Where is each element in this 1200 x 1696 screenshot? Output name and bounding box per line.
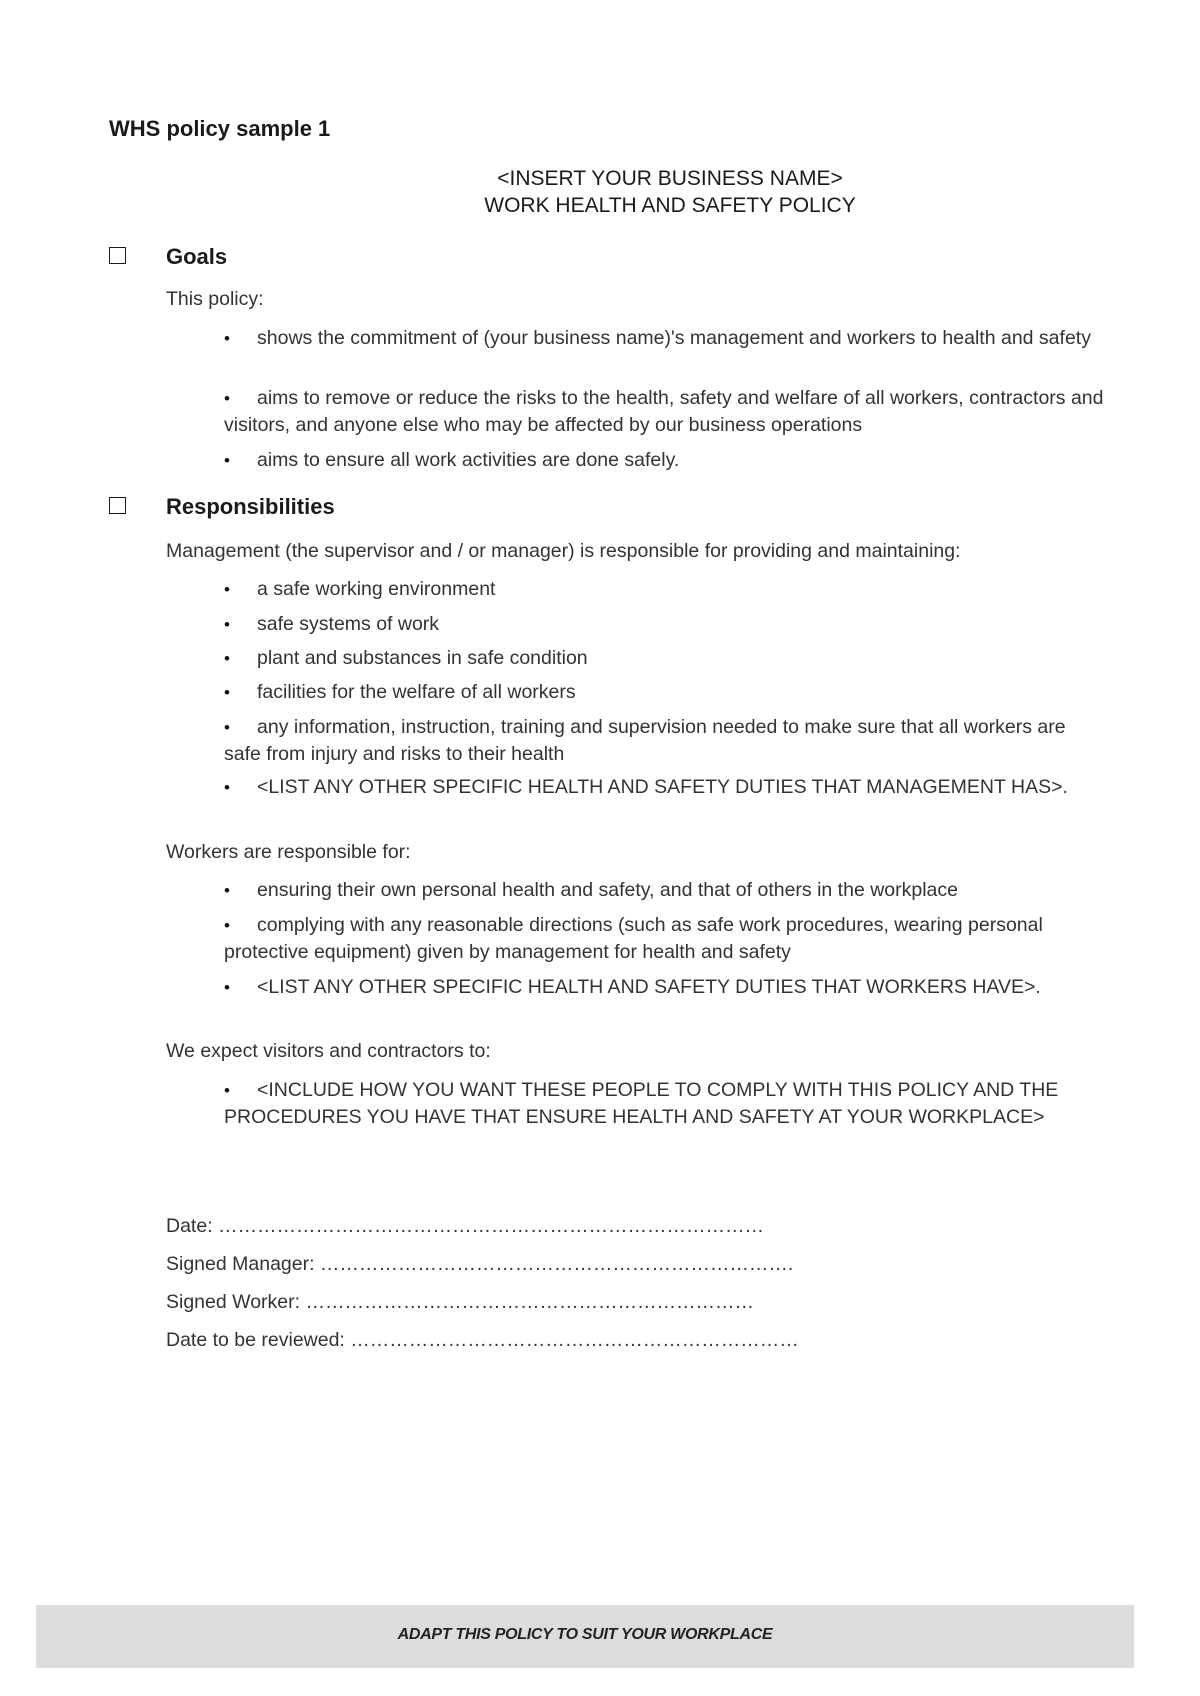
goals-bullet-2	[224, 385, 1104, 438]
signed-worker-field[interactable]: Signed Worker: ……………………………………………………………	[166, 1291, 754, 1313]
management-bullet-4	[224, 679, 1104, 706]
bullet-icon: •	[224, 1081, 230, 1100]
management-bullet-text: facilities for the welfare of all workers	[257, 681, 576, 703]
management-bullet-5	[224, 714, 1104, 767]
goals-bullet-1	[224, 325, 1104, 352]
policy-title-heading: WORK HEALTH AND SAFETY POLICY	[484, 194, 856, 217]
bullet-icon: •	[224, 649, 230, 668]
bullet-icon: •	[224, 329, 230, 348]
management-bullet-2	[224, 611, 1104, 638]
bullet-icon: •	[224, 916, 230, 935]
management-bullet-text: plant and substances in safe condition	[257, 647, 588, 669]
visitors-bullet-1	[224, 1077, 1104, 1130]
goals-title: Goals	[166, 244, 228, 269]
goals-bullet-3	[224, 447, 1104, 474]
workers-bullet-2	[224, 912, 1104, 965]
workers-bullet-1	[224, 877, 1104, 904]
bullet-icon: •	[224, 778, 230, 797]
goals-bullet-text: aims to ensure all work activities are done safely.	[257, 449, 680, 471]
management-bullet-3	[224, 645, 1104, 672]
business-name-heading: <INSERT YOUR BUSINESS NAME>	[497, 167, 843, 190]
responsibilities-title: Responsibilities	[166, 494, 335, 519]
management-bullet-text: a safe working environment	[257, 578, 496, 600]
bullet-icon: •	[224, 389, 230, 408]
workers-bullet-text: ensuring their own personal health and safety, and that of others in the workplace	[257, 879, 958, 901]
responsibilities-checkbox-icon[interactable]	[109, 497, 126, 514]
goals-intro: This policy:	[166, 288, 264, 310]
date-field[interactable]: Date: …………………………………………………………………………	[166, 1215, 765, 1237]
document-label: WHS policy sample 1	[109, 116, 331, 141]
workers-bullet-text: <LIST ANY OTHER SPECIFIC HEALTH AND SAFETY DUTIES THAT WORKERS HAVE>.	[257, 976, 1041, 998]
management-bullet-6	[224, 774, 1104, 801]
management-intro: Management (the supervisor and / or manager) is responsible for providing and maintaining:	[166, 540, 961, 562]
bullet-icon: •	[224, 615, 230, 634]
workers-bullet-3	[224, 974, 1104, 1001]
footer-banner	[36, 1605, 1134, 1668]
signed-manager-field[interactable]: Signed Manager: ……………………………………………………………….	[166, 1253, 794, 1275]
bullet-icon: •	[224, 580, 230, 599]
bullet-icon: •	[224, 881, 230, 900]
management-bullet-1	[224, 576, 1104, 603]
workers-intro: Workers are responsible for:	[166, 841, 411, 863]
goals-checkbox-icon[interactable]	[109, 247, 126, 264]
workers-bullet-text: complying with any reasonable directions (such as safe work procedures, wearing personal protective equipment) given by management for health and safety	[224, 914, 1043, 963]
visitors-bullet-text: <INCLUDE HOW YOU WANT THESE PEOPLE TO COMPLY WITH THIS POLICY AND THE PROCEDURES YOU HAVE THAT ENSURE HEALTH AND SAFETY AT YOUR WORKPLACE>	[224, 1079, 1059, 1128]
bullet-icon: •	[224, 683, 230, 702]
management-bullet-text: any information, instruction, training and supervision needed to make sure that all workers are safe from injury and risks to their health	[224, 716, 1066, 765]
management-bullet-text: safe systems of work	[257, 613, 440, 635]
visitors-intro: We expect visitors and contractors to:	[166, 1040, 491, 1062]
goals-bullet-text: aims to remove or reduce the risks to the health, safety and welfare of all workers, contractors and visitors, and anyone else who may be affected by our business operations	[224, 387, 1104, 436]
bullet-icon: •	[224, 718, 230, 737]
bullet-icon: •	[224, 978, 230, 997]
footer-text: ADAPT THIS POLICY TO SUIT YOUR WORKPLACE	[397, 1626, 773, 1643]
management-bullet-text: <LIST ANY OTHER SPECIFIC HEALTH AND SAFETY DUTIES THAT MANAGEMENT HAS>.	[257, 776, 1068, 798]
date-reviewed-field[interactable]: Date to be reviewed: ……………………………………………………………	[166, 1329, 799, 1351]
bullet-icon: •	[224, 451, 230, 470]
goals-bullet-text: shows the commitment of (your business name)'s management and workers to health and safety	[257, 327, 1091, 349]
